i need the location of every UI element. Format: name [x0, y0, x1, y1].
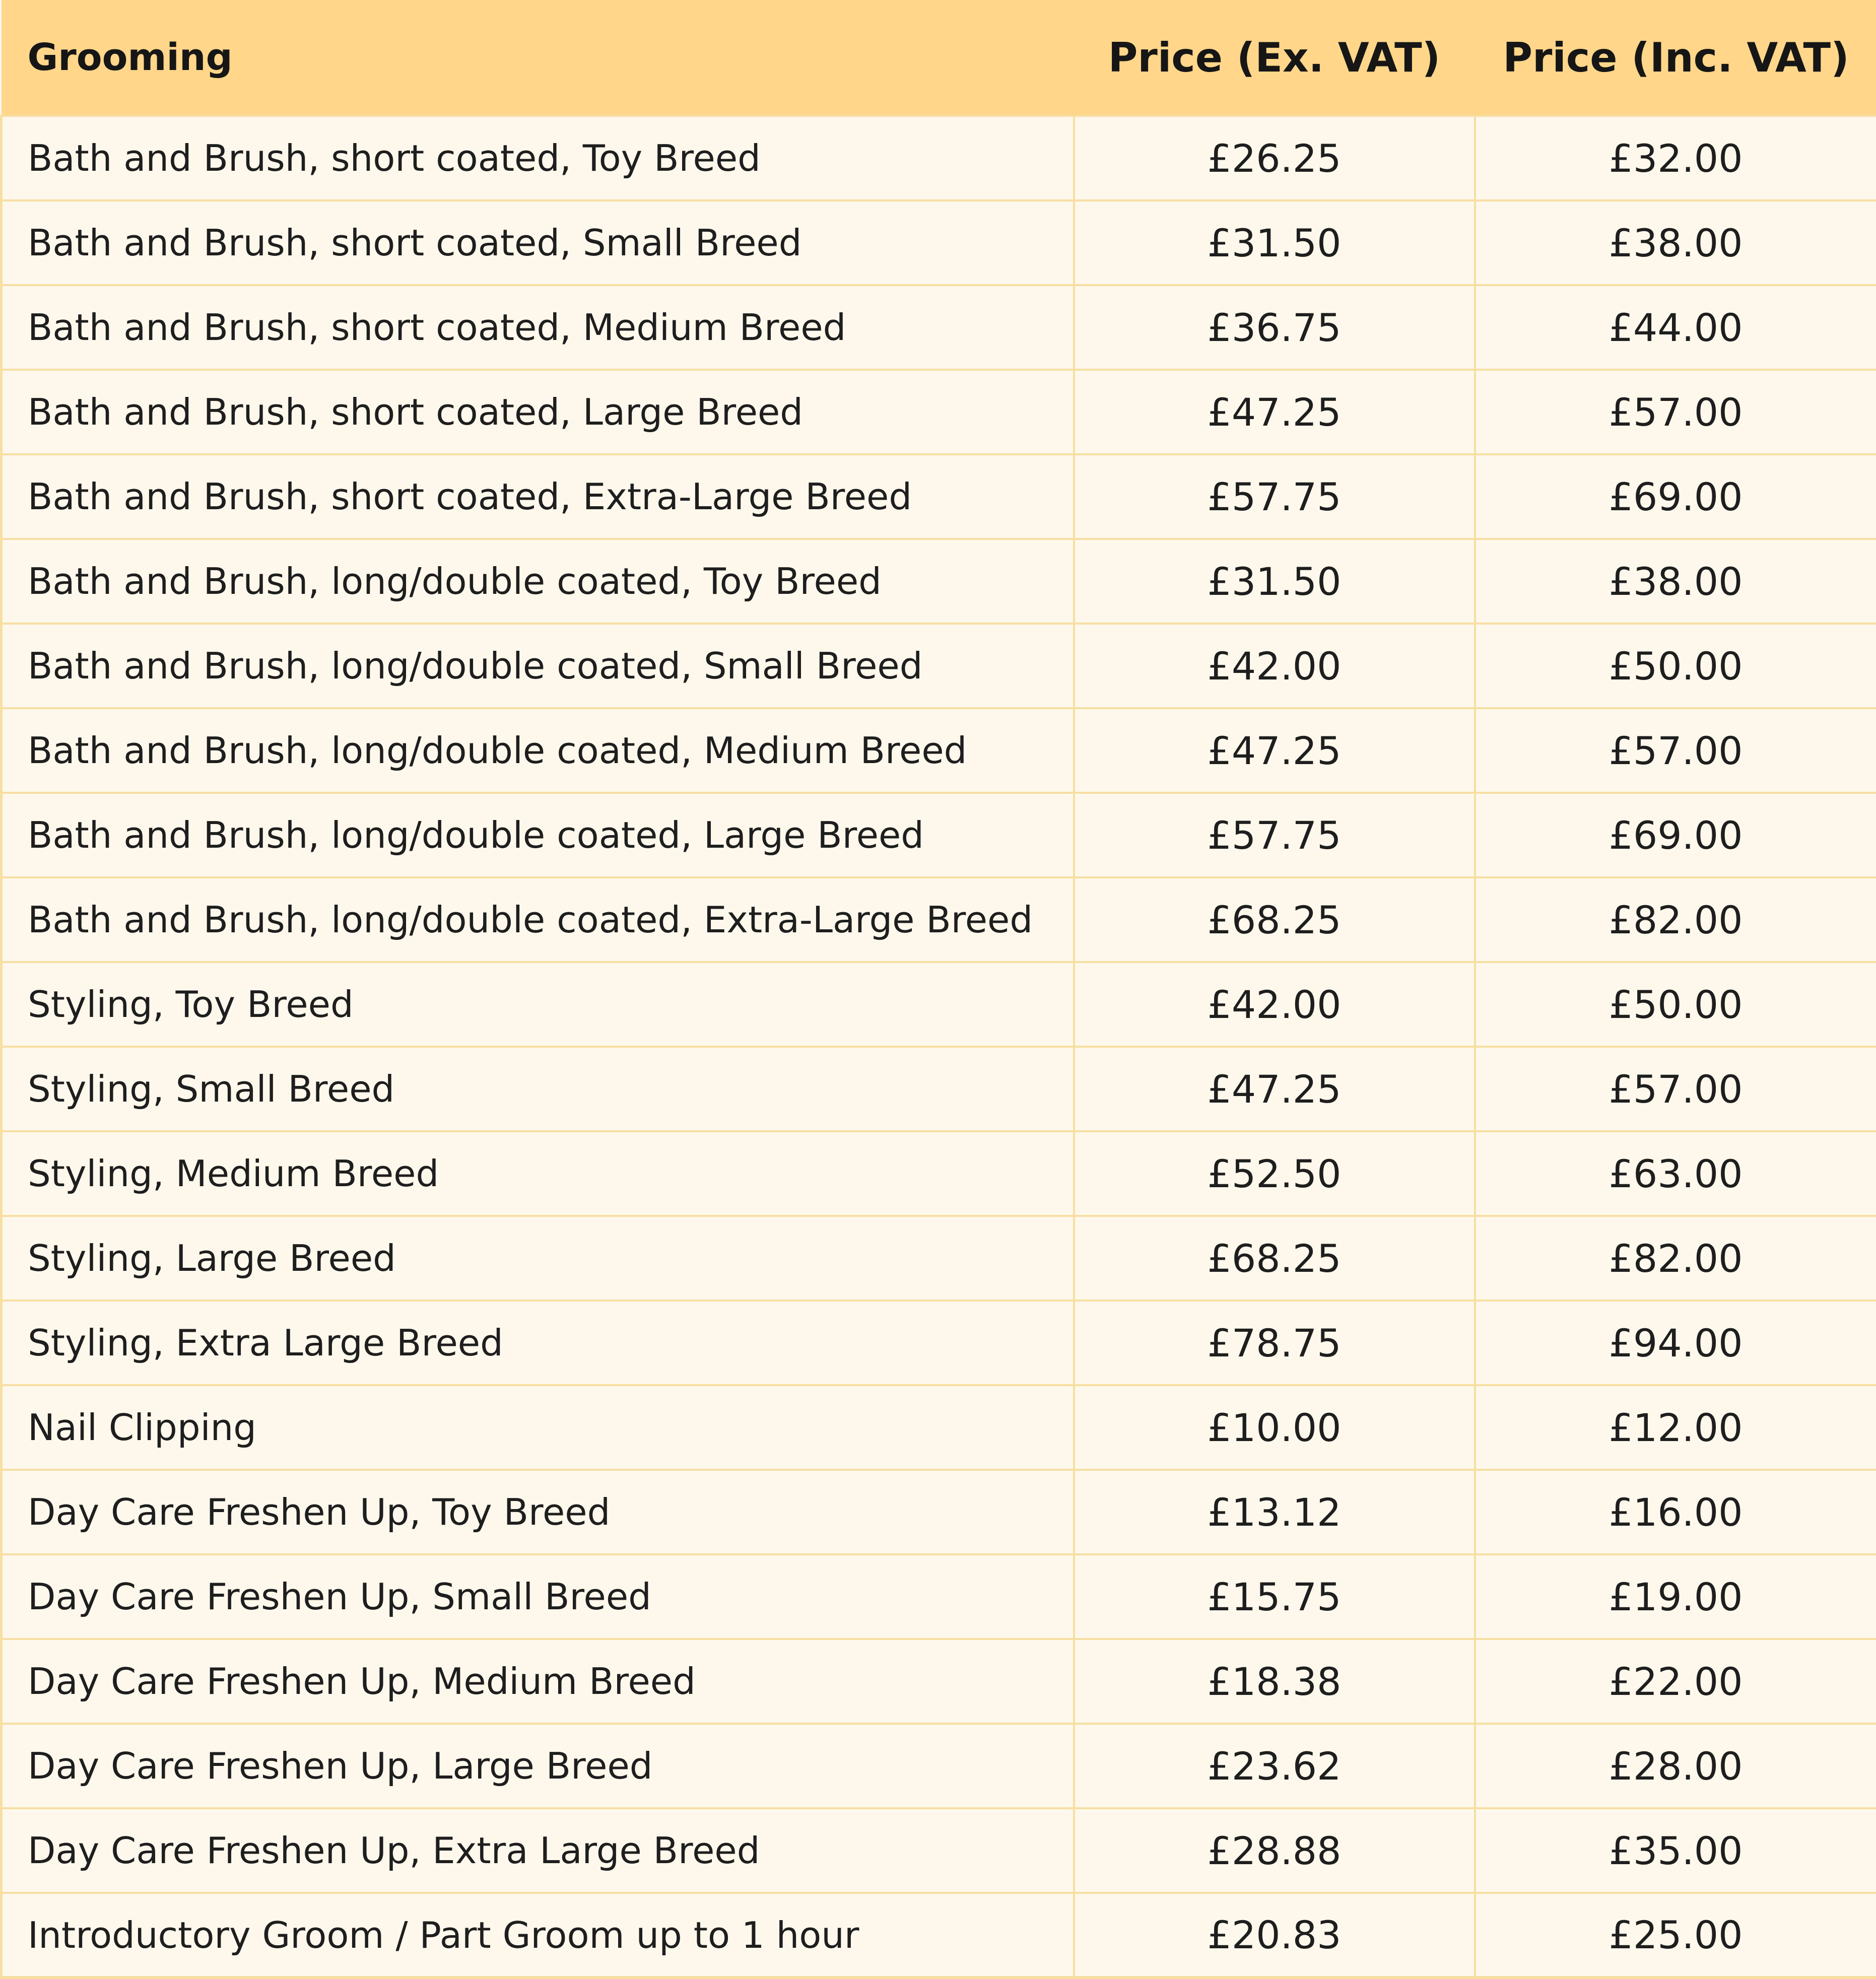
table-row	[2, 1470, 1876, 1554]
price-inc-vat: £63.00	[1475, 1131, 1876, 1216]
price-inc-vat: £32.00	[1475, 116, 1876, 200]
price-inc-vat: £82.00	[1475, 1216, 1876, 1301]
service-name: Day Care Freshen Up, Toy Breed	[2, 1470, 1074, 1554]
table-row	[2, 877, 1876, 962]
price-inc-vat: £28.00	[1475, 1724, 1876, 1808]
table-row	[2, 962, 1876, 1047]
service-name: Day Care Freshen Up, Extra Large Breed	[2, 1808, 1074, 1893]
service-name: Day Care Freshen Up, Small Breed	[2, 1554, 1074, 1639]
service-name: Styling, Large Breed	[2, 1216, 1074, 1301]
table-row	[2, 285, 1876, 370]
price-inc-vat: £50.00	[1475, 624, 1876, 708]
service-name: Bath and Brush, short coated, Medium Breed	[2, 285, 1074, 370]
table-row	[2, 1216, 1876, 1301]
table-row	[2, 1131, 1876, 1216]
price-ex-vat: £20.83	[1074, 1893, 1475, 1977]
service-name: Nail Clipping	[2, 1385, 1074, 1470]
price-ex-vat: £47.25	[1074, 1047, 1475, 1131]
price-ex-vat: £47.25	[1074, 708, 1475, 793]
table-header	[2, 0, 1876, 116]
table-row	[2, 200, 1876, 285]
price-inc-vat: £22.00	[1475, 1639, 1876, 1724]
header-row	[2, 0, 1876, 116]
service-name: Bath and Brush, short coated, Extra-Large Breed	[2, 454, 1074, 539]
price-inc-vat: £94.00	[1475, 1301, 1876, 1385]
table-row	[2, 624, 1876, 708]
price-inc-vat: £57.00	[1475, 370, 1876, 454]
table-row	[2, 793, 1876, 877]
price-inc-vat: £69.00	[1475, 793, 1876, 877]
price-inc-vat: £69.00	[1475, 454, 1876, 539]
table-row	[2, 539, 1876, 624]
price-inc-vat: £38.00	[1475, 539, 1876, 624]
price-ex-vat: £10.00	[1074, 1385, 1475, 1470]
table-row	[2, 1301, 1876, 1385]
table-row	[2, 1808, 1876, 1893]
price-ex-vat: £57.75	[1074, 454, 1475, 539]
table-row	[2, 1047, 1876, 1131]
price-ex-vat: £18.38	[1074, 1639, 1475, 1724]
price-ex-vat: £78.75	[1074, 1301, 1475, 1385]
price-ex-vat: £47.25	[1074, 370, 1475, 454]
service-name: Styling, Extra Large Breed	[2, 1301, 1074, 1385]
price-ex-vat: £15.75	[1074, 1554, 1475, 1639]
service-name: Bath and Brush, long/double coated, Large Breed	[2, 793, 1074, 877]
table-row	[2, 454, 1876, 539]
price-inc-vat: £16.00	[1475, 1470, 1876, 1554]
price-ex-vat: £31.50	[1074, 200, 1475, 285]
table-row	[2, 1554, 1876, 1639]
service-name: Styling, Small Breed	[2, 1047, 1074, 1131]
price-ex-vat: £42.00	[1074, 624, 1475, 708]
table-row	[2, 1385, 1876, 1470]
service-name: Bath and Brush, long/double coated, Toy Breed	[2, 539, 1074, 624]
price-ex-vat: £68.25	[1074, 1216, 1475, 1301]
service-name: Day Care Freshen Up, Large Breed	[2, 1724, 1074, 1808]
column-header-grooming: Grooming	[2, 0, 1074, 116]
price-ex-vat: £42.00	[1074, 962, 1475, 1047]
price-inc-vat: £19.00	[1475, 1554, 1876, 1639]
table-row	[2, 708, 1876, 793]
price-ex-vat: £36.75	[1074, 285, 1475, 370]
price-inc-vat: £12.00	[1475, 1385, 1876, 1470]
price-ex-vat: £68.25	[1074, 877, 1475, 962]
price-ex-vat: £31.50	[1074, 539, 1475, 624]
price-inc-vat: £25.00	[1475, 1893, 1876, 1977]
table-row	[2, 1639, 1876, 1724]
price-ex-vat: £52.50	[1074, 1131, 1475, 1216]
price-ex-vat: £13.12	[1074, 1470, 1475, 1554]
price-inc-vat: £50.00	[1475, 962, 1876, 1047]
price-inc-vat: £82.00	[1475, 877, 1876, 962]
service-name: Bath and Brush, short coated, Small Breed	[2, 200, 1074, 285]
column-header-price-inc-vat: Price (Inc. VAT)	[1475, 0, 1876, 116]
price-ex-vat: £28.88	[1074, 1808, 1475, 1893]
service-name: Bath and Brush, long/double coated, Small Breed	[2, 624, 1074, 708]
price-inc-vat: £38.00	[1475, 200, 1876, 285]
table-row	[2, 370, 1876, 454]
price-inc-vat: £35.00	[1475, 1808, 1876, 1893]
service-name: Bath and Brush, short coated, Large Breed	[2, 370, 1074, 454]
price-inc-vat: £44.00	[1475, 285, 1876, 370]
service-name: Bath and Brush, short coated, Toy Breed	[2, 116, 1074, 200]
price-inc-vat: £57.00	[1475, 1047, 1876, 1131]
price-ex-vat: £23.62	[1074, 1724, 1475, 1808]
service-name: Styling, Medium Breed	[2, 1131, 1074, 1216]
service-name: Introductory Groom / Part Groom up to 1 hour	[2, 1893, 1074, 1977]
table-row	[2, 116, 1876, 200]
service-name: Day Care Freshen Up, Medium Breed	[2, 1639, 1074, 1724]
table-body	[2, 116, 1876, 1977]
table-row	[2, 1724, 1876, 1808]
price-ex-vat: £57.75	[1074, 793, 1475, 877]
service-name: Bath and Brush, long/double coated, Medium Breed	[2, 708, 1074, 793]
price-inc-vat: £57.00	[1475, 708, 1876, 793]
table-row	[2, 1893, 1876, 1977]
price-ex-vat: £26.25	[1074, 116, 1475, 200]
column-header-price-ex-vat: Price (Ex. VAT)	[1074, 0, 1475, 116]
service-name: Bath and Brush, long/double coated, Extra-Large Breed	[2, 877, 1074, 962]
service-name: Styling, Toy Breed	[2, 962, 1074, 1047]
